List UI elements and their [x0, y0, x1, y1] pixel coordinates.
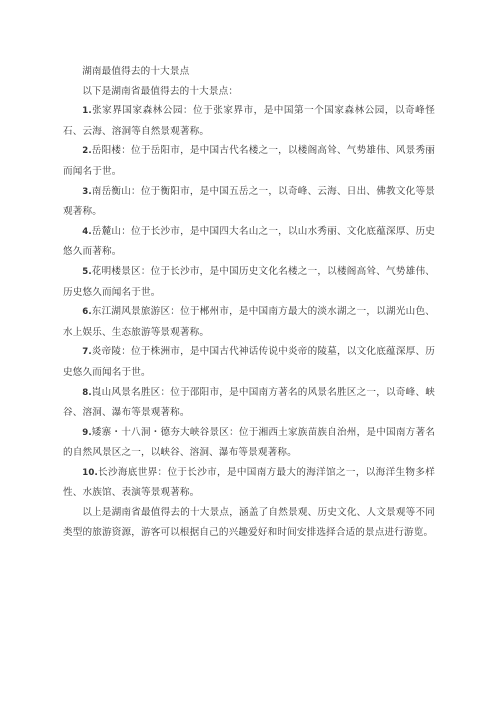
list-item-7: [63, 342, 435, 382]
item-text: 东江湖风景旅游区：位于郴州市，是中国南方最大的淡水湖之一，以湖光山色、水上娱乐、生态旅游等景观著称。: [63, 306, 435, 338]
item-text: 长沙海底世界：位于长沙市，是中国南方最大的海洋馆之一，以海洋生物多样性、水族馆、表演等景观著称。: [63, 466, 435, 499]
item-text: 矮寨・十八洞・德夯大峡谷景区：位于湘西土家族苗族自治州，是中国南方著名的自然风景区之一，以峡谷、溶洞、瀑布等景观著称。: [63, 426, 435, 459]
list-item-10: [63, 463, 435, 503]
item-number: 5.: [82, 266, 92, 277]
item-text: 花明楼景区：位于长沙市，是中国历史文化名楼之一，以楼阁高耸、气势雄伟、历史悠久而闻名于世。: [63, 265, 435, 298]
list-item-9: [63, 423, 435, 463]
item-number: 1.: [82, 106, 92, 117]
list-item-1: [63, 101, 435, 141]
list-item-4: [63, 222, 435, 262]
item-text: 崀山风景名胜区：位于邵阳市，是中国南方著名的风景名胜区之一，以奇峰、峡谷、溶洞、瀑布等景观著称。: [63, 386, 435, 419]
list-item-8: [63, 383, 435, 423]
item-number: 2.: [82, 146, 92, 157]
conclusion-paragraph: 以上是湖南省最值得去的十大景点，涵盖了自然景观、历史文化、人文景观等不同类型的旅游资源，游客可以根据自己的兴趣爱好和时间安排选择合适的景点进行游览。: [63, 507, 435, 538]
item-number: 8.: [82, 387, 92, 398]
intro-paragraph: 以下是湖南省最值得去的十大景点：: [82, 85, 239, 97]
item-number: 7.: [82, 347, 92, 358]
document-title: 湖南最值得去的十大景点: [82, 66, 190, 77]
list-item-3: [63, 182, 435, 222]
item-number: 10.: [82, 467, 98, 478]
item-text: 张家界国家森林公园：位于张家界市，是中国第一个国家森林公园，以奇峰怪石、云海、溶洞等自然景观著称。: [63, 105, 435, 137]
item-text: 岳麓山：位于长沙市，是中国四大名山之一，以山水秀丽、文化底蕴深厚、历史悠久而著称。: [63, 225, 435, 258]
list-item-2: [63, 141, 435, 181]
document-body: [63, 62, 435, 542]
item-number: 6.: [82, 307, 92, 318]
item-number: 9.: [82, 427, 92, 438]
item-text: 炎帝陵：位于株洲市，是中国古代神话传说中炎帝的陵墓，以文化底蕴深厚、历史悠久而闻名于世。: [63, 346, 435, 378]
item-text: 岳阳楼：位于岳阳市，是中国古代名楼之一，以楼阁高耸、气势雄伟、风景秀丽而闻名于世。: [63, 145, 435, 177]
list-item-5: [63, 262, 435, 302]
item-text: 南岳衡山：位于衡阳市，是中国五岳之一，以奇峰、云海、日出、佛教文化等景观著称。: [63, 185, 435, 218]
item-number: 3.: [82, 186, 92, 197]
item-number: 4.: [82, 226, 92, 237]
list-item-6: [63, 302, 435, 342]
